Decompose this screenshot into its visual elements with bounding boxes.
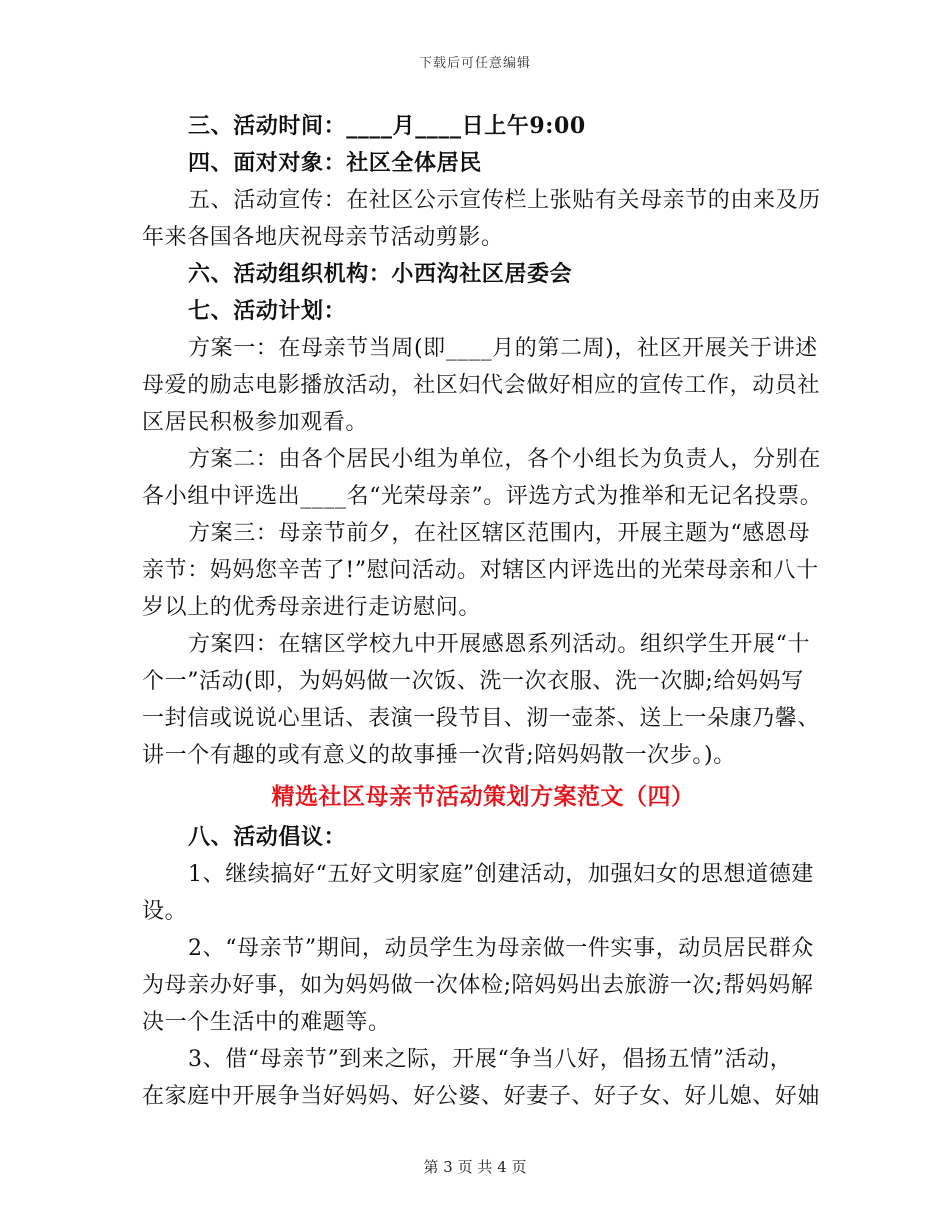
plan-two-line-2: 各小组中评选出____名“光荣母亲”。评选方式为推举和无记名投票。 — [142, 484, 823, 509]
initiative-two-line-3: 决一个生活中的难题等。 — [142, 1010, 391, 1035]
section-publicity-line-1: 五、活动宣传：在社区公示宣传栏上张贴有关母亲节的由来及历 — [188, 188, 821, 213]
plan-two-line-1: 方案二：由各个居民小组为单位，各个小组长为负责人，分别在 — [188, 447, 821, 472]
section-activity-plan: 七、活动计划： — [188, 298, 347, 324]
document-body — [142, 108, 823, 1115]
plan-one-line-2: 母爱的励志电影播放活动，社区妇代会做好相应的宣传工作，动员社 — [142, 373, 821, 398]
initiative-three-line-2: 在家庭中开展争当好妈妈、好公婆、好妻子、好子女、好儿媳、好妯 — [142, 1084, 821, 1109]
initiative-two-line-2: 为母亲办好事，如为妈妈做一次体检;陪妈妈出去旅游一次;帮妈妈解 — [142, 973, 814, 998]
section-publicity-line-2: 年来各国各地庆祝母亲节活动剪影。 — [142, 225, 504, 250]
section-organizer: 六、活动组织机构：小西沟社区居委会 — [188, 261, 573, 287]
initiative-two-line-1: 2、“母亲节”期间，动员学生为母亲做一件实事，动员居民群众 — [188, 936, 814, 961]
page-number-footer: 第 3 页 共 4 页 — [423, 1158, 527, 1176]
plan-four-line-4: 讲一个有趣的或有意义的故事捶一次背;陪妈妈散一次步。)。 — [142, 743, 736, 768]
page-header-note: 下载后可任意编辑 — [418, 56, 531, 71]
plan-four-line-1: 方案四：在辖区学校九中开展感恩系列活动。组织学生开展“十 — [188, 632, 811, 657]
plan-four-line-3: 一封信或说说心里话、表演一段节目、沏一壶茶、送上一朵康乃馨、 — [142, 706, 821, 731]
plan-four-line-2: 个一”活动(即，为妈妈做一次饭、洗一次衣服、洗一次脚;给妈妈写 — [142, 669, 804, 694]
initiative-one-line-1: 1、继续搞好“五好文明家庭”创建活动，加强妇女的思想道德建 — [188, 862, 814, 887]
plan-three-line-2: 亲节：妈妈您辛苦了!”慰问活动。对辖区内评选出的光荣母亲和八十 — [142, 558, 819, 583]
section-target-audience: 四、面对对象：社区全体居民 — [188, 150, 482, 176]
section-initiative: 八、活动倡议： — [188, 824, 347, 850]
plan-one-line-1: 方案一：在母亲节当周(即____月的第二周)，社区开展关于讲述 — [188, 336, 818, 361]
plan-three-line-1: 方案三：母亲节前夕，在社区辖区范围内，开展主题为“感恩母 — [188, 521, 811, 546]
initiative-one-line-2: 设。 — [142, 899, 188, 924]
red-section-title: 精选社区母亲节活动策划方案范文（四） — [271, 783, 695, 810]
plan-one-line-3: 区居民积极参加观看。 — [142, 410, 369, 435]
section-activity-time: 三、活动时间：____月____日上午9:00 — [188, 113, 586, 139]
plan-three-line-3: 岁以上的优秀母亲进行走访慰问。 — [142, 595, 482, 620]
initiative-three-line-1: 3、借“母亲节”到来之际，开展“争当八好，倡扬五情”活动， — [188, 1047, 793, 1072]
